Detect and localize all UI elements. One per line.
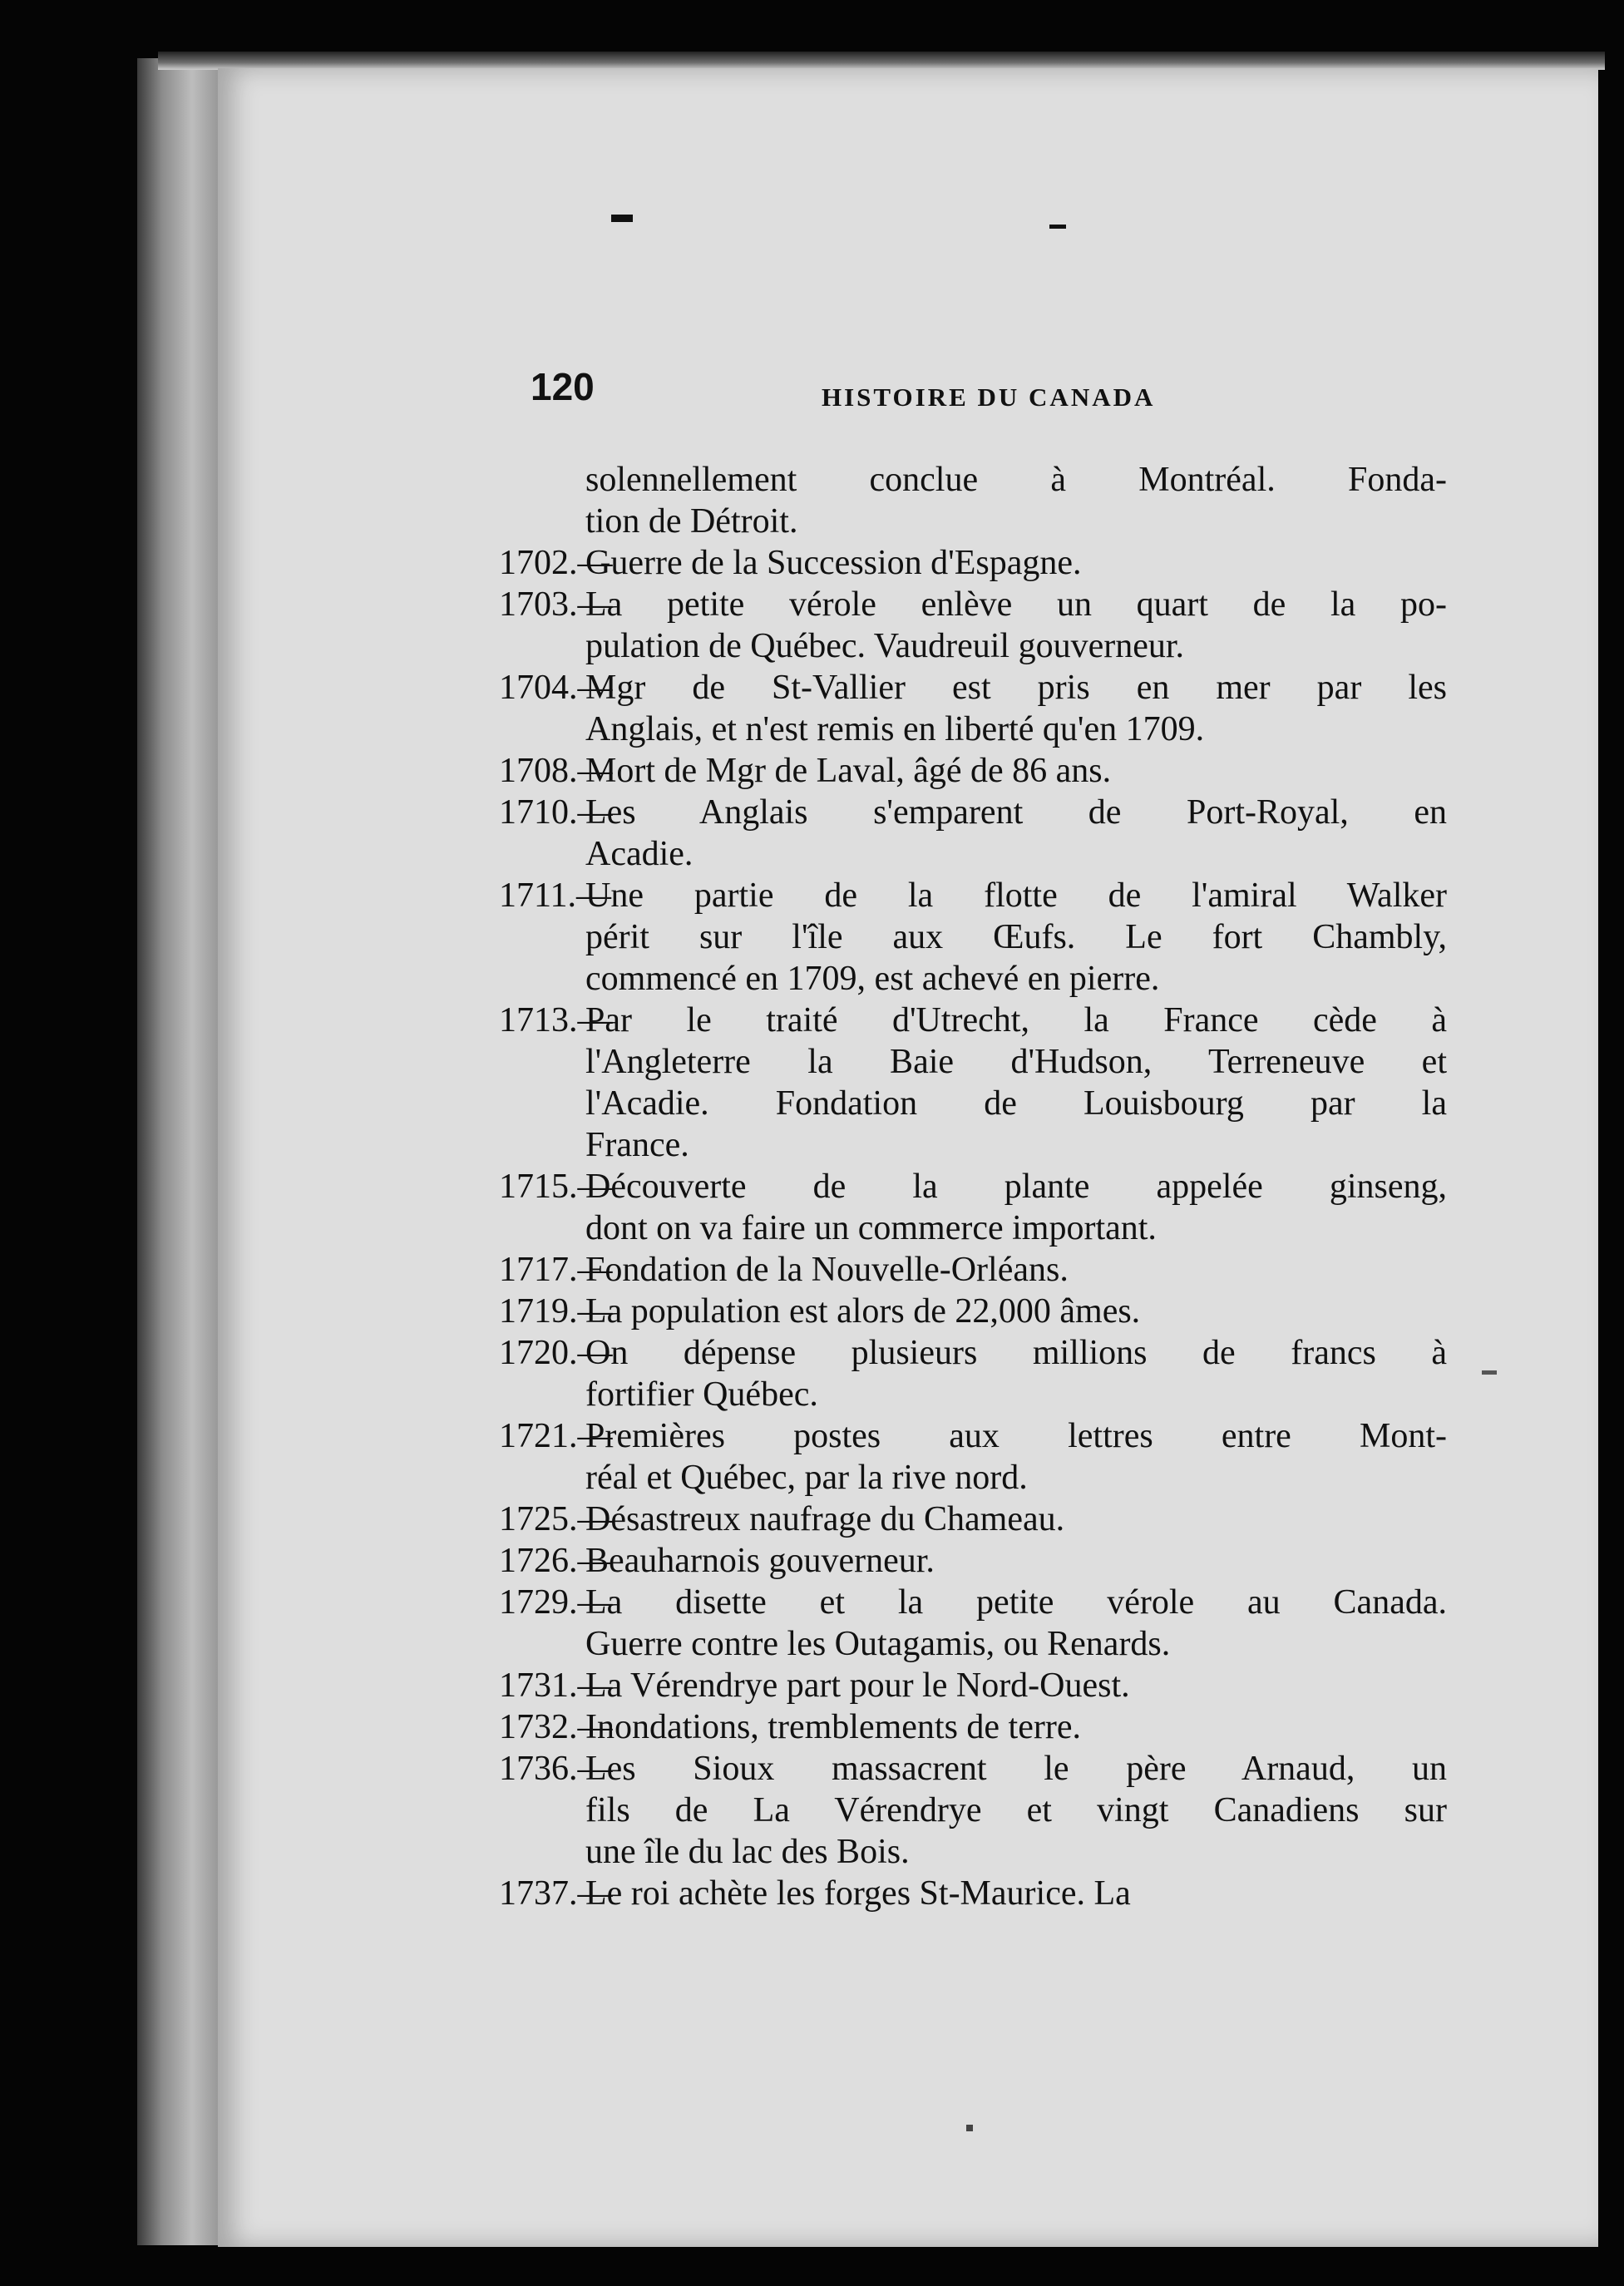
chronology-entry bbox=[499, 667, 1447, 750]
chronology-entry bbox=[499, 1540, 1447, 1582]
chronology-entry bbox=[499, 1166, 1447, 1249]
chronology-entry bbox=[499, 1000, 1447, 1166]
entry-year: 1725.— bbox=[499, 1500, 613, 1538]
entry-text-line: Premières postes aux lettres entre Mont- bbox=[585, 1417, 1447, 1455]
entry-text-line: La disette et la petite vérole au Canada. bbox=[585, 1583, 1447, 1622]
entry-text-line: l'Acadie. Fondation de Louisbourg par la bbox=[585, 1084, 1447, 1123]
entry-text-line: Par le traité d'Utrecht, la France cède à bbox=[585, 1001, 1447, 1039]
entry-text-line: La Vérendrye part pour le Nord-Ouest. bbox=[585, 1666, 1130, 1705]
page-header bbox=[531, 364, 1212, 422]
entry-text-line: Anglais, et n'est remis en liberté qu'en 1709. bbox=[585, 710, 1205, 748]
ink-speck bbox=[1482, 1370, 1497, 1375]
entry-text-line: Guerre de la Succession d'Espagne. bbox=[585, 544, 1082, 582]
entry-text-line: Les Anglais s'emparent de Port-Royal, en bbox=[585, 793, 1447, 832]
entry-text-line: Désastreux naufrage du Chameau. bbox=[585, 1500, 1065, 1538]
entry-text-line: pulation de Québec. Vaudreuil gouverneur. bbox=[585, 627, 1185, 665]
entry-text-line: Les Sioux massacrent le père Arnaud, un bbox=[585, 1750, 1447, 1788]
entry-year: 1720.— bbox=[499, 1334, 613, 1372]
entry-text-line: une île du lac des Bois. bbox=[585, 1833, 910, 1871]
chronology-entry bbox=[499, 1291, 1447, 1332]
entry-text-line: l'Angleterre la Baie d'Hudson, Terreneuve et bbox=[585, 1043, 1447, 1081]
chronology-entry bbox=[499, 1249, 1447, 1291]
chronology-entry bbox=[499, 1706, 1447, 1748]
entry-text-line: Le roi achète les forges St-Maurice. La bbox=[585, 1874, 1131, 1913]
page-top-edge bbox=[158, 52, 1605, 70]
entry-text-line: Acadie. bbox=[585, 835, 694, 873]
chronology-entry bbox=[499, 1332, 1447, 1415]
entry-text-line: France. bbox=[585, 1126, 689, 1164]
chronology-entry bbox=[499, 1873, 1447, 1914]
page-number: 120 bbox=[531, 365, 595, 408]
entry-year: 1704.— bbox=[499, 669, 613, 707]
entry-year: 1708.— bbox=[499, 752, 613, 790]
chronology-entry bbox=[499, 459, 1447, 542]
entry-year: 1713.— bbox=[499, 1001, 613, 1039]
chronology-entry bbox=[499, 1748, 1447, 1873]
running-title: HISTOIRE DU CANADA bbox=[822, 383, 1156, 412]
entry-text-line: La petite vérole enlève un quart de la po- bbox=[585, 585, 1447, 624]
chronology-entry bbox=[499, 750, 1447, 792]
entry-year: 1737.— bbox=[499, 1874, 613, 1913]
entry-year: 1710.— bbox=[499, 793, 613, 832]
entry-year: 1703.— bbox=[499, 585, 613, 624]
chronology-entry bbox=[499, 1665, 1447, 1706]
entry-text-line: Mort de Mgr de Laval, âgé de 86 ans. bbox=[585, 752, 1112, 790]
entry-text-line: tion de Détroit. bbox=[585, 502, 798, 541]
entry-year: 1721.— bbox=[499, 1417, 613, 1455]
entry-year: 1731.— bbox=[499, 1666, 613, 1705]
entry-text-line: La population est alors de 22,000 âmes. bbox=[585, 1292, 1141, 1331]
entry-year: 1732.— bbox=[499, 1708, 613, 1746]
entry-year: 1726.— bbox=[499, 1542, 613, 1580]
entry-text-line: Fondation de la Nouvelle-Orléans. bbox=[585, 1251, 1069, 1289]
entry-text-line: commencé en 1709, est achevé en pierre. bbox=[585, 960, 1160, 998]
chronology-entry bbox=[499, 584, 1447, 667]
entry-text-line: Guerre contre les Outagamis, ou Renards. bbox=[585, 1625, 1171, 1663]
chronology-entry bbox=[499, 792, 1447, 875]
entry-year: 1702.— bbox=[499, 544, 613, 582]
chronology-entry bbox=[499, 1498, 1447, 1540]
entry-year: 1711.— bbox=[499, 876, 611, 915]
chronology-entry bbox=[499, 875, 1447, 1000]
entry-year: 1715.— bbox=[499, 1168, 613, 1206]
chronology-entry bbox=[499, 1415, 1447, 1498]
entry-text-line: réal et Québec, par la rive nord. bbox=[585, 1459, 1028, 1497]
entry-year: 1719.— bbox=[499, 1292, 613, 1331]
chronology-entry bbox=[499, 1582, 1447, 1665]
entry-text-line: Une partie de la flotte de l'amiral Walker bbox=[585, 876, 1447, 915]
entry-text-line: Mgr de St-Vallier est pris en mer par les bbox=[585, 669, 1447, 707]
entry-year: 1729.— bbox=[499, 1583, 613, 1622]
entry-year: 1717.— bbox=[499, 1251, 613, 1289]
entry-text-line: Beauharnois gouverneur. bbox=[585, 1542, 935, 1580]
ink-speck bbox=[1049, 225, 1066, 229]
entry-year: 1736.— bbox=[499, 1750, 613, 1788]
chronology-entry bbox=[499, 542, 1447, 584]
entry-text-line: dont on va faire un commerce important. bbox=[585, 1209, 1157, 1247]
entry-text-line: fils de La Vérendrye et vingt Canadiens sur bbox=[585, 1791, 1447, 1829]
entry-text-line: fortifier Québec. bbox=[585, 1375, 818, 1414]
entry-text-line: On dépense plusieurs millions de francs à bbox=[585, 1334, 1447, 1372]
ink-speck bbox=[611, 215, 633, 222]
ink-speck bbox=[966, 2125, 973, 2131]
chronology-list bbox=[499, 459, 1447, 1914]
entry-text-line: Inondations, tremblements de terre. bbox=[585, 1708, 1081, 1746]
entry-text-line: Découverte de la plante appelée ginseng, bbox=[585, 1168, 1447, 1206]
entry-text-line: périt sur l'île aux Œufs. Le fort Chambly, bbox=[585, 918, 1447, 956]
entry-text-line: solennellement conclue à Montréal. Fonda- bbox=[585, 461, 1447, 499]
